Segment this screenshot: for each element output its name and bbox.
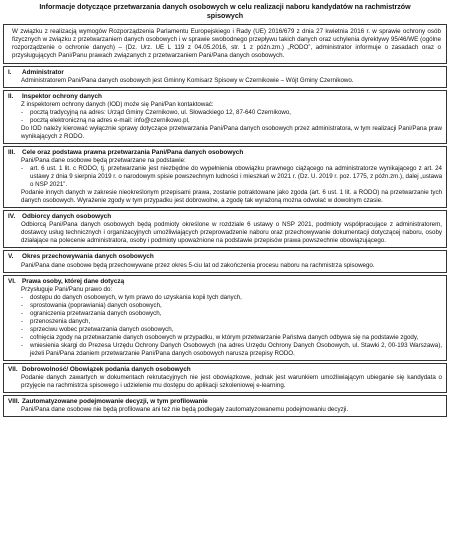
section-paragraph: Pani/Pana dane osobowe będą przechowywane przez okres 5-ciu lat od zakończenia procesu naboru na rachmistrza spisowego. — [21, 261, 375, 269]
section-heading-text: Dobrowolność/ Obowiązek podania danych osobowych — [22, 365, 191, 373]
section-number: III. — [8, 148, 16, 156]
section-number: VIII. — [8, 397, 20, 405]
section-number: VII. — [8, 365, 18, 373]
section-paragraph: Podanie danych zawartych w dokumentach rekrutacyjnych nie jest obowiązkowe, jednak jest warunkiem umożliwiającym ubieganie się kandydata o przyjęcie na rachmistrza spisowego i udzielenie mu dostępu do aplikacji szkoleniowej e-learning. — [21, 373, 442, 389]
section-heading-text: Zautomatyzowane podejmowanie decyzji, w tym profilowanie — [22, 397, 208, 405]
sections-container — [3, 66, 447, 418]
bullet-dash-icon: - — [21, 309, 24, 317]
list-item-text: pocztą elektroniczną na adres e-mail: info@czernikowo.pl, — [30, 116, 190, 124]
section-tail: Podanie innych danych w zakresie nieokreślonym przepisami prawa, zostanie potraktowane jako zgoda (art. 6 ust. 1 lit. a RODO) na przetwarzanie tych danych osobowych. Wyrażenie zgody w tym przypadku jest dobrowolne, a zgodę tak wyrażoną można odwołać w dowolnym czasie. — [21, 189, 442, 205]
section-body — [8, 157, 442, 205]
list-item-text: pocztą tradycyjną na adres: Urząd Gminy Czernikowo, ul. Słowackiego 12, 87-640 Czernikowo, — [30, 108, 292, 116]
section-heading — [8, 149, 442, 157]
section-number: II. — [8, 92, 14, 100]
list-item-text: cofnięcia zgody na przetwarzanie danych osobowych w przypadku, w którym przetwarzanie Państwa danych odbywa się na podstawie zgody, — [30, 333, 419, 341]
intro-text: W związku z realizacją wymogów Rozporządzenia Parlamentu Europejskiego i Rady (UE) 2016/679 z dnia 27 kwietnia 2016 r. w sprawie ochrony osób fizycznych w związku z przetwarzaniem danych osobowych i w sprawie swobodnego przepływu takich danych oraz uchylenia dyrektywy 95/46/WE (ogólne rozporządzenie o ochronie danych) – (Dz. Urz. UE L 119 z 04.05.2016, str. 1 z późn.zm.) „RODO”, administrator informuje o zasadach oraz o przysługujących Pani/Panu prawach związanych z przetwarzaniem Pani/Pana danych osobowych. — [12, 28, 441, 60]
section-paragraph: Odbiorcą Pani/Pana danych osobowych będą podmioty określone w rozdziale 6 ustawy o NSP 2021, podmioty współpracujące z administratorem, dostawcy usług technicznych i organizacyjnych umożliwiających przeprowadzenie naboru oraz przechowywanie dokumentacji dotyczącej naboru, osoby działające na polecenie administratora, osoby i podmioty upoważnione na podstawie przepisów prawa powszechnie obowiązującego. — [21, 221, 442, 245]
section-number: VI. — [8, 277, 16, 285]
section-paragraph: Pani/Pana dane osobowe nie będą profilowane ani też nie będą podlegały zautomatyzowanemu podejmowaniu decyzji. — [21, 406, 349, 414]
document-title: Informacje dotyczące przetwarzania danych osobowych w celu realizacji naboru kandydatów na rachmistrzów spisowych — [39, 3, 411, 20]
bullet-dash-icon: - — [21, 301, 24, 309]
section-administrator — [3, 66, 447, 88]
section-body — [8, 77, 442, 85]
section-heading-text: Cele oraz podstawa prawna przetwarzania Pani/Pana danych osobowych — [22, 148, 244, 156]
list-item — [21, 318, 442, 326]
section-heading — [8, 69, 442, 77]
list-item — [21, 326, 442, 334]
list-item-text: ograniczenia przetwarzania danych osobowych, — [30, 309, 162, 317]
intro-box — [3, 24, 447, 63]
section-heading-text: Inspektor ochrony danych — [22, 92, 102, 100]
section-heading — [8, 253, 442, 261]
list-item-text: przenoszenia danych, — [30, 317, 91, 325]
section-iod — [3, 90, 447, 144]
list-item — [21, 294, 442, 302]
bullet-dash-icon: - — [21, 116, 24, 124]
bullet-dash-icon: - — [21, 165, 24, 173]
section-lead: Pani/Pana dane osobowe będą przetwarzane na podstawie: — [21, 157, 186, 165]
section-body — [8, 374, 442, 390]
section-heading — [8, 278, 442, 286]
bullet-dash-icon: - — [21, 333, 24, 341]
bullet-dash-icon: - — [21, 341, 24, 349]
section-prawa — [3, 275, 447, 361]
section-heading — [8, 366, 442, 374]
section-body — [8, 221, 442, 245]
list-item — [21, 117, 442, 125]
bullet-list — [21, 109, 442, 125]
section-heading — [8, 93, 442, 101]
section-number: IV. — [8, 213, 16, 221]
section-heading — [8, 213, 442, 221]
list-item — [21, 109, 442, 117]
section-body — [8, 101, 442, 141]
section-lead: Z inspektorem ochrony danych (IOD) może się Pani/Pan kontaktować: — [21, 100, 214, 108]
list-item-text: sprostowania (poprawiania) danych osobowych, — [30, 301, 162, 309]
bullet-list — [21, 294, 442, 358]
section-number: I. — [8, 68, 12, 76]
section-body — [8, 406, 442, 414]
bullet-dash-icon: - — [21, 325, 24, 333]
list-item-text: sprzeciwu wobec przetwarzania danych osobowych, — [30, 325, 174, 333]
list-item-text: dostępu do danych osobowych, w tym prawo do uzyskania kopii tych danych, — [30, 293, 242, 301]
section-heading-text: Odbiorcy danych osobowych — [22, 213, 112, 221]
bullet-list — [21, 165, 442, 189]
section-paragraph: Administratorem Pani/Pana danych osobowych jest Gminny Komisarz Spisowy w Czernikowie – Wójt Gminy Czernikowo. — [21, 76, 354, 84]
section-okres — [3, 250, 447, 272]
list-item-text: art. 6 ust. 1 lit. c RODO, tj. przetwarzanie jest niezbędne do wypełnienia obowiązku prawnego ciążącego na administratorze wynikającego z art. 24 ustawy z dnia 9 sierpnia 2019 r. o narodowym spisie powszechnym ludności i mieszkań w 2021 r. (Dz. U. 2019 r. poz. 1775, z późn.zm.), dalej „ustawa o NSP 2021”. — [30, 165, 443, 189]
section-heading-text: Prawa osoby, której dane dotyczą — [22, 277, 125, 285]
list-item — [21, 334, 442, 342]
section-lead: Przysługuje Pani/Panu prawo do: — [21, 285, 113, 293]
list-item — [21, 165, 442, 189]
bullet-dash-icon: - — [21, 108, 24, 116]
list-item — [21, 310, 442, 318]
section-heading — [8, 398, 442, 406]
list-item — [21, 302, 442, 310]
section-cele — [3, 146, 447, 208]
section-profilowanie — [3, 395, 447, 417]
section-dobrowolnosc — [3, 363, 447, 393]
list-item — [21, 342, 442, 358]
list-item-text: wniesienia skargi do Prezesa Urzędu Ochrony Danych Osobowych (na adres Urzędu Ochrony Danych Osobowych, ul. Stawki 2, 00-193 Warszawa), jeżeli Pani/Pana zdaniem przetwarzanie Pani/Pana danych osobowych narusza przepisy RODO. — [30, 341, 442, 357]
section-body — [8, 262, 442, 270]
section-number: V. — [8, 253, 14, 261]
section-body — [8, 286, 442, 358]
bullet-dash-icon: - — [21, 317, 24, 325]
section-tail: Do IOD należy kierować wyłącznie sprawy dotyczące przetwarzania Pani/Pana danych osobowych przez administratora, w tym realizacji Pani/Pana praw wynikających z RODO. — [21, 124, 442, 140]
bullet-dash-icon: - — [21, 293, 24, 301]
section-heading-text: Administrator — [22, 68, 64, 76]
section-heading-text: Okres przechowywania danych osobowych — [22, 253, 154, 261]
section-odbiorcy — [3, 210, 447, 248]
